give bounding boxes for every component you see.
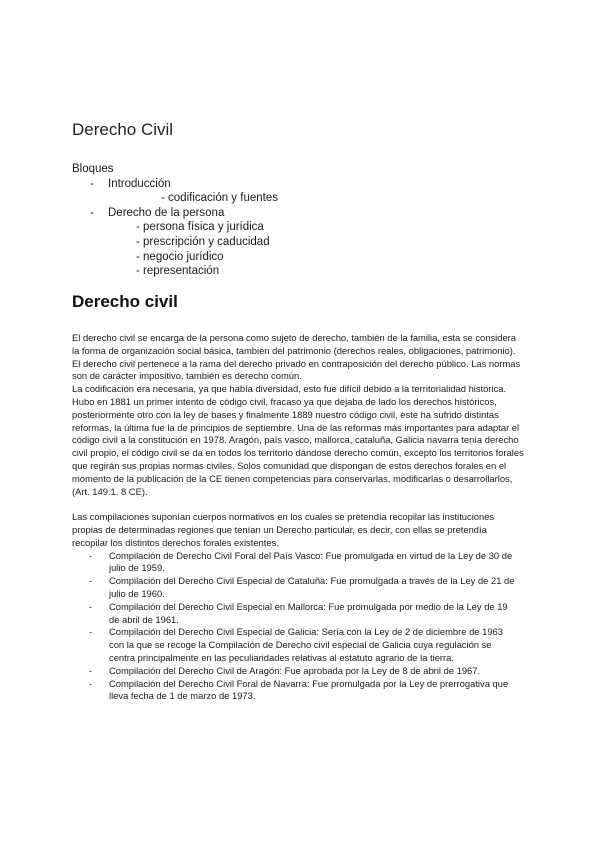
list-item	[72, 550, 524, 576]
list-item-text: Compilación del Derecho Civil de Aragón: Fue aprobada por la Ley de 8 de abril de 1967.	[109, 664, 481, 676]
section-title: Derecho civil	[72, 292, 178, 311]
compilaciones-list	[72, 550, 524, 704]
list-item-text: Compilación de Derecho Civil Foral del País Vasco: Fue promulgada en virtud de la Ley de 30 de julio de 1959.	[109, 549, 513, 574]
outline-subitem	[72, 250, 224, 265]
outline-item	[72, 206, 225, 221]
list-item	[72, 601, 524, 627]
list-item	[72, 575, 524, 601]
outline-item-label: Introducción	[108, 177, 171, 190]
list-item-text: Compilación del Derecho Civil Foral de Navarra: Fue promulgada por la Ley de prerrogativa que lleva fecha de 1 de marzo de 1973.	[109, 677, 509, 702]
bloques-heading: Bloques	[72, 163, 114, 175]
outline-dash: -	[90, 206, 94, 219]
outline-item-label: Derecho de la persona	[108, 206, 225, 219]
list-bullet: -	[89, 575, 93, 587]
paragraph: El derecho civil se encarga de la persona como sujeto de derecho, también de la familia, esta se considera la forma de organización social básica, también del patrimonio (derechos reales, obligaciones, patrimonio). El derecho civil pertenece a la rama del derecho privado en contraposición del derecho público. Las normas son de carácter impositivo, también es derecho común.	[72, 332, 521, 382]
list-bullet: -	[89, 677, 93, 689]
bloques-outline	[72, 162, 278, 279]
list-item-text: Compilación del Derecho Civil Especial en Mallorca: Fue promulgada por medio de la Ley de 19 de abril de 1961.	[109, 600, 508, 625]
outline-subitem-label: - negocio jurídico	[136, 250, 224, 263]
list-item-text: Compilación del Derecho Civil Especial de Cataluña: Fue promulgada a través de la Ley de 21 de julio de 1960.	[109, 575, 515, 599]
paragraph: La codificación era necesaria, ya que había diversidad, esto fue difícil debido a la territorialidad histórica. Hubo en 1881 un primer intento de código civil, fracaso ya que dejaba de lado los derechos históricos, posteriormente otro con la ley de bases y finalmente 1889 nuestro código civil, este ha sufrido distintas reformas, la última fue la de principios de septiembre. Una de las reformas más importantes para adaptar el código civil a la constitución en 1978. Aragón, país vasco, mallorca, cataluña, Galicia navarra tenía derecho civil propio, el código civil se da en todos los territorio dándose derecho común, excepto los territorios forales que regirán sus propias normas civiles. Solos comunidad que dispongan de estos derechos forales en el momento de la publicación de la CE tienen competencias para conservarlas, modificarlas o desarrollarlos, (Art. 149.1. 8 CE).	[72, 383, 524, 497]
outline-subitem	[72, 235, 270, 250]
outline-subitem	[72, 220, 264, 235]
list-bullet: -	[89, 664, 93, 676]
section-body	[72, 332, 524, 703]
list-bullet: -	[89, 626, 93, 638]
outline-subitem-label: - representación	[136, 265, 220, 278]
list-item-text: Compilación del Derecho Civil Especial de Galicia: Sería con la Ley de 2 de diciembre de 1963 con la que se recoge la Compilación de Derecho civil especial de Galicia cuya regulación se centra principalmente en las peculiaridades relativas al estatuto agrario de la tierra.	[109, 626, 503, 663]
list-bullet: -	[89, 600, 93, 612]
list-bullet: -	[89, 549, 93, 561]
outline-subitem	[72, 264, 220, 279]
outline-subitem	[72, 191, 278, 206]
outline-subitem-label: - persona física y jurídica	[136, 221, 264, 234]
outline-subitem-label: - prescripción y caducidad	[136, 235, 270, 248]
outline-subitem-label: - codificación y fuentes	[161, 192, 278, 205]
outline-item	[72, 177, 171, 192]
outline-dash: -	[90, 177, 94, 190]
page-title: Derecho Civil	[72, 120, 174, 139]
list-item	[72, 678, 524, 704]
paragraph: Las compilaciones suponían cuerpos normativos en los cuales se pretendía recopilar las instituciones propias de determinadas regiones que tenían un Derecho particular, es decir, con ellas se pretendía recopilar los distintos derechos forales existentes.	[72, 511, 495, 548]
list-item	[72, 665, 524, 678]
list-item	[72, 626, 524, 664]
